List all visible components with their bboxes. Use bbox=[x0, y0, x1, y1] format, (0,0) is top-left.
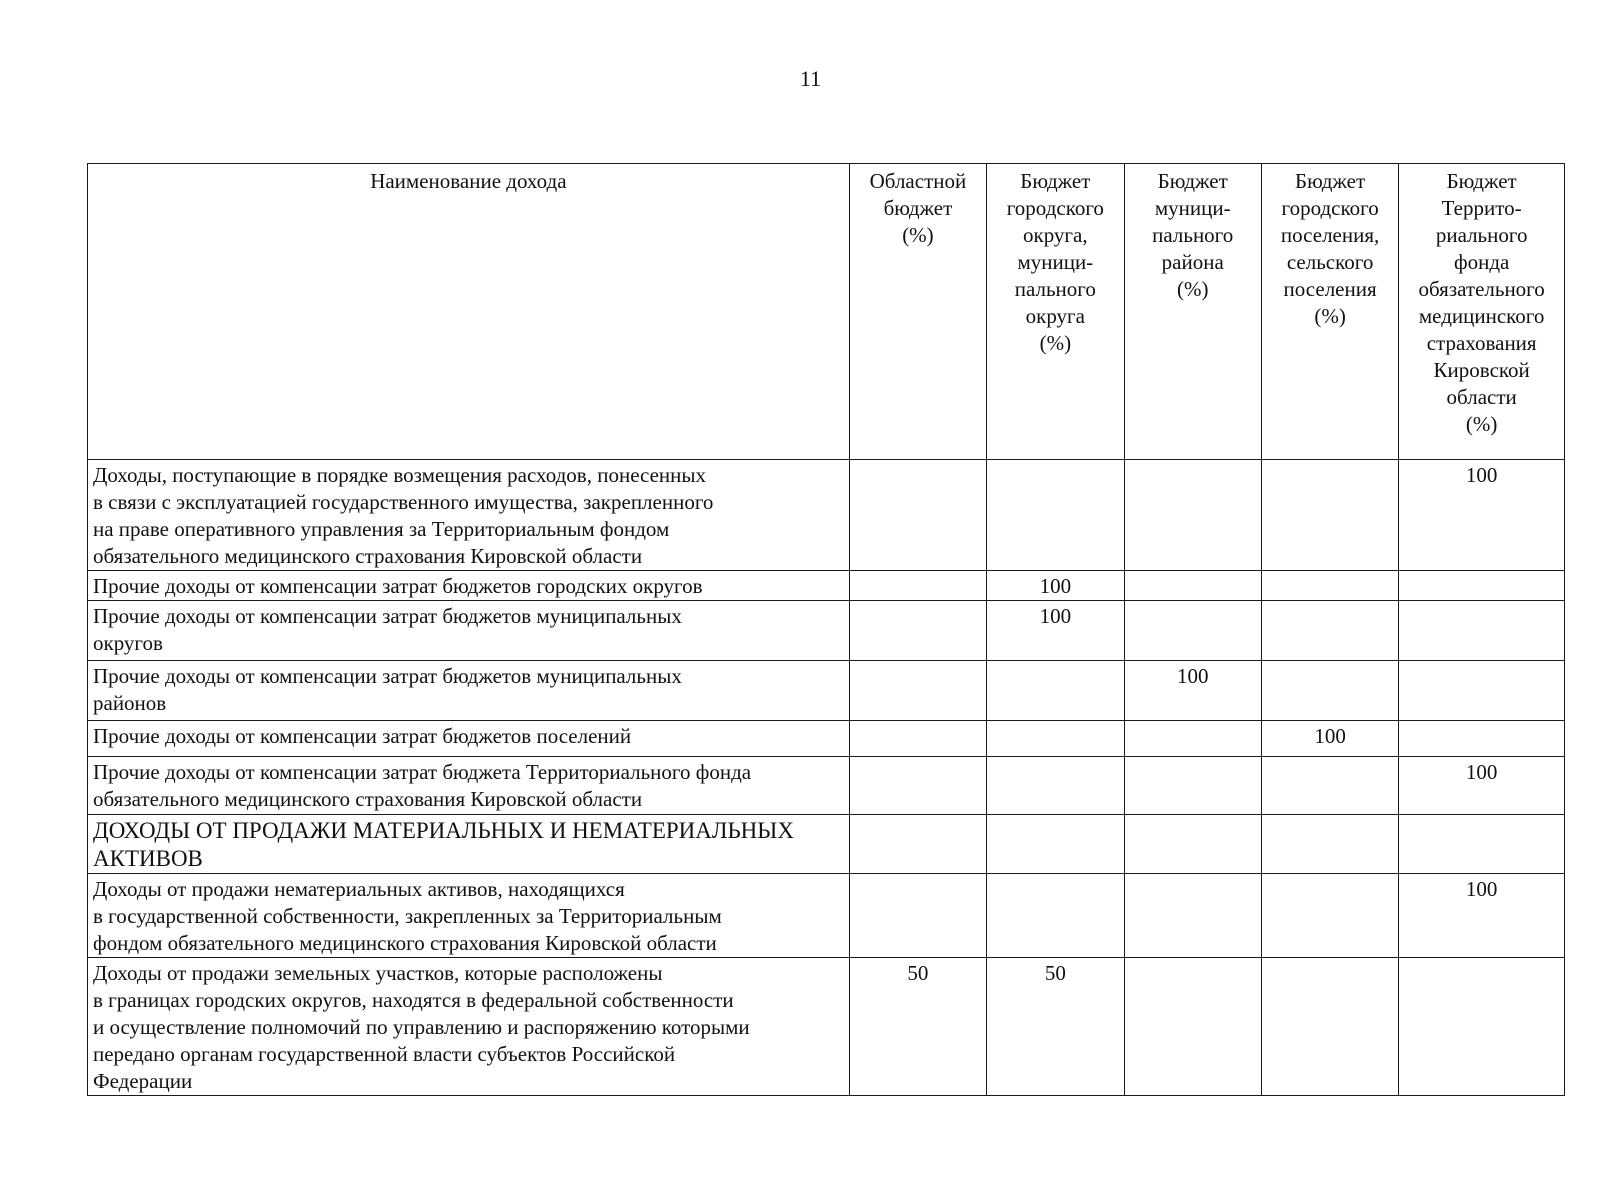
percent-cell bbox=[1399, 815, 1565, 874]
percent-cell bbox=[987, 757, 1124, 815]
percent-cell bbox=[1261, 601, 1398, 661]
page-number: 11 bbox=[799, 66, 822, 91]
percent-cell bbox=[1261, 661, 1398, 721]
percent-cell bbox=[1399, 601, 1565, 661]
percent-cell bbox=[1399, 721, 1565, 757]
percent-cell bbox=[1399, 661, 1565, 721]
revenue-name-cell: Доходы, поступающие в порядке возмещения расходов, понесенных в связи с эксплуатацией государственного имущества, закрепленного на праве оперативного управления за Территориальным фондом обязательного медицинского страхования Кировской области bbox=[88, 460, 850, 571]
percent-cell bbox=[1124, 571, 1261, 601]
percent-cell bbox=[1124, 460, 1261, 571]
table-header-row bbox=[88, 164, 1565, 460]
header-regional-budget: Областной бюджет (%) bbox=[849, 164, 986, 460]
percent-cell bbox=[1261, 958, 1398, 1096]
percent-cell bbox=[1399, 958, 1565, 1096]
percent-cell bbox=[1261, 460, 1398, 571]
percent-cell: 100 bbox=[1261, 721, 1398, 757]
header-municipal-area-budget: Бюджет муници- пального района (%) bbox=[1124, 164, 1261, 460]
revenue-name-cell: Прочие доходы от компенсации затрат бюджетов городских округов bbox=[88, 571, 850, 601]
percent-cell: 50 bbox=[987, 958, 1124, 1096]
table-row bbox=[88, 815, 1565, 874]
section-heading: ДОХОДЫ ОТ ПРОДАЖИ МАТЕРИАЛЬНЫХ И НЕМАТЕРИАЛЬНЫХ АКТИВОВ bbox=[88, 815, 850, 874]
revenue-distribution-table bbox=[87, 163, 1565, 1096]
revenue-name-cell: Доходы от продажи нематериальных активов, находящихся в государственной собственности, закрепленных за Территориальным фондом обязательного медицинского страхования Кировской области bbox=[88, 874, 850, 958]
percent-cell bbox=[1261, 815, 1398, 874]
percent-cell bbox=[987, 661, 1124, 721]
percent-cell bbox=[1124, 757, 1261, 815]
table-body bbox=[88, 460, 1565, 1096]
header-medical-insurance-fund-budget: Бюджет Террито- риального фонда обязательного медицинского страхования Кировской области (%) bbox=[1399, 164, 1565, 460]
percent-cell: 100 bbox=[987, 601, 1124, 661]
revenue-name-cell: Прочие доходы от компенсации затрат бюджетов муниципальных округов bbox=[88, 601, 850, 661]
percent-cell bbox=[1124, 874, 1261, 958]
table-row bbox=[88, 661, 1565, 721]
table-row bbox=[88, 721, 1565, 757]
table-row bbox=[88, 601, 1565, 661]
header-revenue-name: Наименование дохода bbox=[88, 164, 850, 460]
percent-cell bbox=[987, 460, 1124, 571]
percent-cell bbox=[987, 874, 1124, 958]
percent-cell: 100 bbox=[1124, 661, 1261, 721]
percent-cell bbox=[1124, 815, 1261, 874]
revenue-name-cell: Прочие доходы от компенсации затрат бюджетов поселений bbox=[88, 721, 850, 757]
percent-cell bbox=[1124, 721, 1261, 757]
table-row bbox=[88, 460, 1565, 571]
revenue-name-cell: Прочие доходы от компенсации затрат бюджетов муниципальных районов bbox=[88, 661, 850, 721]
percent-cell bbox=[849, 571, 986, 601]
percent-cell bbox=[849, 721, 986, 757]
percent-cell bbox=[987, 815, 1124, 874]
percent-cell: 100 bbox=[1399, 757, 1565, 815]
percent-cell bbox=[849, 460, 986, 571]
percent-cell: 100 bbox=[1399, 874, 1565, 958]
percent-cell bbox=[1399, 571, 1565, 601]
percent-cell: 50 bbox=[849, 958, 986, 1096]
header-city-district-budget: Бюджет городского округа, муници- пального округа (%) bbox=[987, 164, 1124, 460]
percent-cell bbox=[1261, 757, 1398, 815]
percent-cell bbox=[849, 757, 986, 815]
revenue-name-cell: Доходы от продажи земельных участков, которые расположены в границах городских округов, находятся в федеральной собственности и осуществление полномочий по управлению и распоряжению которыми передано органам государственной власти субъектов Российской Федерации bbox=[88, 958, 850, 1096]
percent-cell bbox=[1124, 958, 1261, 1096]
percent-cell bbox=[1261, 874, 1398, 958]
percent-cell bbox=[987, 721, 1124, 757]
percent-cell bbox=[1124, 601, 1261, 661]
table-row bbox=[88, 757, 1565, 815]
percent-cell bbox=[849, 661, 986, 721]
revenue-name-cell: Прочие доходы от компенсации затрат бюджета Территориального фонда обязательного медицинского страхования Кировской области bbox=[88, 757, 850, 815]
table-row bbox=[88, 958, 1565, 1096]
percent-cell bbox=[849, 874, 986, 958]
header-settlement-budget: Бюджет городского поселения, сельского поселения (%) bbox=[1261, 164, 1398, 460]
percent-cell: 100 bbox=[987, 571, 1124, 601]
percent-cell: 100 bbox=[1399, 460, 1565, 571]
percent-cell bbox=[1261, 571, 1398, 601]
table-row bbox=[88, 571, 1565, 601]
percent-cell bbox=[849, 815, 986, 874]
table-row bbox=[88, 874, 1565, 958]
percent-cell bbox=[849, 601, 986, 661]
